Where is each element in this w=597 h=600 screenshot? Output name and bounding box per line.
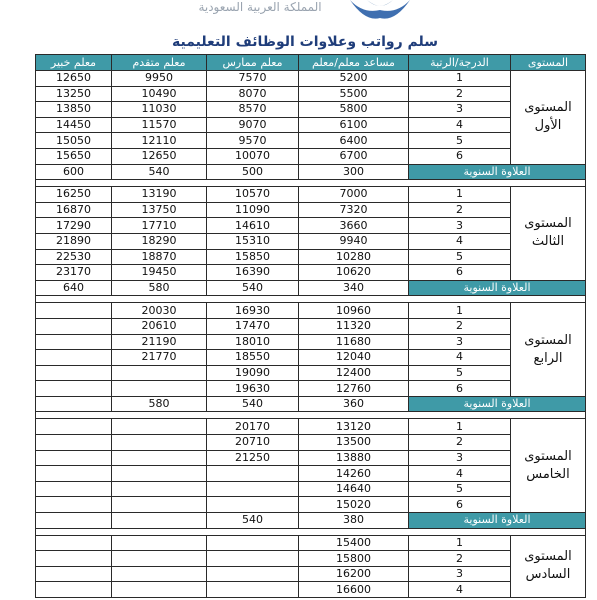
rank-cell: 5 <box>409 133 511 149</box>
rank-cell: 1 <box>409 419 511 435</box>
salary-cell-practitioner: 18010 <box>207 334 299 350</box>
salary-cell-practitioner <box>207 551 299 567</box>
salary-cell-practitioner: 14610 <box>207 218 299 234</box>
salary-cell-advanced: 20610 <box>112 318 207 334</box>
col-header-practitioner: معلم ممارس <box>207 55 299 71</box>
bonus-cell-expert <box>36 396 112 412</box>
salary-cell-expert <box>36 551 112 567</box>
section-gap-cell <box>36 528 586 535</box>
level-name-cell: المستوى الرابع <box>511 303 586 397</box>
rank-cell: 3 <box>409 102 511 118</box>
salary-cell-practitioner: 8570 <box>207 102 299 118</box>
salary-cell-advanced <box>112 365 207 381</box>
level-name-cell: المستوى الخامس <box>511 419 586 513</box>
rank-cell: 3 <box>409 218 511 234</box>
bonus-cell-assistant: 380 <box>299 513 409 529</box>
annual-bonus-label: العلاوة السنوية <box>409 396 586 412</box>
salary-cell-assistant: 12040 <box>299 350 409 366</box>
salary-cell-practitioner: 21250 <box>207 450 299 466</box>
salary-cell-assistant: 5500 <box>299 86 409 102</box>
salary-cell-expert: 14450 <box>36 117 112 133</box>
salary-cell-advanced <box>112 535 207 551</box>
salary-cell-advanced: 17710 <box>112 218 207 234</box>
salary-cell-expert <box>36 350 112 366</box>
salary-cell-expert: 15050 <box>36 133 112 149</box>
rank-cell: 4 <box>409 350 511 366</box>
table-row <box>36 318 586 334</box>
salary-cell-expert <box>36 450 112 466</box>
salary-cell-expert <box>36 582 112 598</box>
salary-cell-assistant: 10620 <box>299 265 409 281</box>
salary-cell-assistant: 13500 <box>299 435 409 451</box>
salary-cell-practitioner: 8070 <box>207 86 299 102</box>
salary-cell-expert: 16250 <box>36 187 112 203</box>
rank-cell: 3 <box>409 566 511 582</box>
salary-cell-practitioner: 10570 <box>207 187 299 203</box>
table-row <box>36 117 586 133</box>
table-row <box>36 133 586 149</box>
annual-bonus-row <box>36 280 586 296</box>
rank-cell: 6 <box>409 148 511 164</box>
salary-cell-assistant: 14260 <box>299 466 409 482</box>
salary-cell-expert <box>36 466 112 482</box>
salary-cell-advanced: 19450 <box>112 265 207 281</box>
salary-cell-expert <box>36 497 112 513</box>
rank-cell: 5 <box>409 481 511 497</box>
salary-cell-expert <box>36 365 112 381</box>
salary-cell-assistant: 15020 <box>299 497 409 513</box>
salary-cell-practitioner <box>207 566 299 582</box>
salary-cell-assistant: 7320 <box>299 202 409 218</box>
salary-cell-advanced: 11570 <box>112 117 207 133</box>
rank-cell: 2 <box>409 551 511 567</box>
salary-cell-assistant: 6700 <box>299 148 409 164</box>
salary-cell-expert <box>36 566 112 582</box>
bonus-cell-advanced <box>112 513 207 529</box>
salary-cell-advanced: 11030 <box>112 102 207 118</box>
salary-cell-advanced <box>112 466 207 482</box>
table-row <box>36 187 586 203</box>
table-row <box>36 450 586 466</box>
bonus-cell-practitioner: 540 <box>207 513 299 529</box>
salary-cell-expert <box>36 481 112 497</box>
rank-cell: 4 <box>409 582 511 598</box>
table-row <box>36 265 586 281</box>
rank-cell: 2 <box>409 318 511 334</box>
salary-cell-practitioner: 19630 <box>207 381 299 397</box>
salary-cell-assistant: 3660 <box>299 218 409 234</box>
salary-cell-assistant: 11680 <box>299 334 409 350</box>
emblem-logo-icon <box>345 0 415 26</box>
rank-cell: 6 <box>409 265 511 281</box>
salary-cell-expert: 21890 <box>36 233 112 249</box>
salary-cell-advanced: 18290 <box>112 233 207 249</box>
rank-cell: 3 <box>409 334 511 350</box>
bonus-cell-expert <box>36 513 112 529</box>
salary-cell-expert: 22530 <box>36 249 112 265</box>
salary-cell-assistant: 13120 <box>299 419 409 435</box>
bonus-cell-assistant: 340 <box>299 280 409 296</box>
bonus-cell-advanced: 540 <box>112 164 207 180</box>
col-header-level: المستوى <box>511 55 586 71</box>
salary-cell-practitioner: 16390 <box>207 265 299 281</box>
table-row <box>36 334 586 350</box>
salary-cell-practitioner: 11090 <box>207 202 299 218</box>
salary-cell-practitioner: 19090 <box>207 365 299 381</box>
bonus-cell-practitioner: 500 <box>207 164 299 180</box>
rank-cell: 1 <box>409 535 511 551</box>
rank-cell: 6 <box>409 381 511 397</box>
bonus-cell-practitioner: 540 <box>207 280 299 296</box>
salary-cell-practitioner: 15850 <box>207 249 299 265</box>
table-row <box>36 365 586 381</box>
table-row <box>36 350 586 366</box>
salary-cell-expert <box>36 419 112 435</box>
bonus-cell-expert: 640 <box>36 280 112 296</box>
bonus-cell-assistant: 360 <box>299 396 409 412</box>
salary-cell-practitioner <box>207 497 299 513</box>
salary-cell-expert: 23170 <box>36 265 112 281</box>
bonus-cell-practitioner: 540 <box>207 396 299 412</box>
salary-cell-assistant: 12400 <box>299 365 409 381</box>
salary-cell-assistant: 12760 <box>299 381 409 397</box>
kingdom-name: المملكة العربية السعودية <box>198 0 322 14</box>
bonus-cell-advanced: 580 <box>112 280 207 296</box>
section-gap-cell <box>36 180 586 187</box>
rank-cell: 2 <box>409 86 511 102</box>
rank-cell: 2 <box>409 202 511 218</box>
level-name-cell: المستوى الثالث <box>511 187 586 281</box>
salary-cell-assistant: 5800 <box>299 102 409 118</box>
rank-cell: 3 <box>409 450 511 466</box>
salary-cell-expert: 17290 <box>36 218 112 234</box>
rank-cell: 4 <box>409 117 511 133</box>
section-gap <box>36 180 586 187</box>
salary-cell-expert: 12650 <box>36 71 112 87</box>
salary-cell-advanced <box>112 497 207 513</box>
salary-cell-practitioner: 20170 <box>207 419 299 435</box>
salary-cell-advanced <box>112 551 207 567</box>
salary-cell-expert: 16870 <box>36 202 112 218</box>
rank-cell: 1 <box>409 303 511 319</box>
table-row <box>36 71 586 87</box>
rank-cell: 6 <box>409 497 511 513</box>
table-row <box>36 303 586 319</box>
section-gap <box>36 412 586 419</box>
col-header-advanced: معلم متقدم <box>112 55 207 71</box>
table-row <box>36 582 586 598</box>
salary-cell-expert <box>36 303 112 319</box>
table-row <box>36 497 586 513</box>
table-row <box>36 419 586 435</box>
table-header-row <box>36 55 586 71</box>
salary-cell-advanced: 21770 <box>112 350 207 366</box>
salary-cell-expert <box>36 318 112 334</box>
rank-cell: 1 <box>409 187 511 203</box>
salary-cell-assistant: 6400 <box>299 133 409 149</box>
table-row <box>36 233 586 249</box>
salary-cell-assistant: 16200 <box>299 566 409 582</box>
salary-cell-expert <box>36 381 112 397</box>
salary-cell-practitioner: 7570 <box>207 71 299 87</box>
annual-bonus-label: العلاوة السنوية <box>409 164 586 180</box>
table-row <box>36 218 586 234</box>
table-row <box>36 535 586 551</box>
salary-cell-practitioner <box>207 582 299 598</box>
salary-cell-assistant: 9940 <box>299 233 409 249</box>
table-row <box>36 86 586 102</box>
table-row <box>36 381 586 397</box>
annual-bonus-row <box>36 164 586 180</box>
bonus-cell-assistant: 300 <box>299 164 409 180</box>
table-row <box>36 466 586 482</box>
salary-cell-practitioner <box>207 535 299 551</box>
bonus-cell-expert: 600 <box>36 164 112 180</box>
level-name-cell: المستوى الأول <box>511 71 586 165</box>
salary-cell-expert: 13250 <box>36 86 112 102</box>
salary-cell-advanced: 10490 <box>112 86 207 102</box>
annual-bonus-row <box>36 396 586 412</box>
table-row <box>36 435 586 451</box>
salary-cell-practitioner: 16930 <box>207 303 299 319</box>
salary-cell-advanced <box>112 435 207 451</box>
page-title: سلم رواتب وعلاوات الوظائف التعليمية <box>172 34 438 50</box>
table-row <box>36 102 586 118</box>
section-gap <box>36 528 586 535</box>
salary-cell-expert <box>36 334 112 350</box>
salary-cell-expert <box>36 435 112 451</box>
table-row <box>36 249 586 265</box>
annual-bonus-row <box>36 513 586 529</box>
table-body <box>36 71 586 598</box>
salary-cell-practitioner <box>207 481 299 497</box>
rank-cell: 4 <box>409 466 511 482</box>
rank-cell: 5 <box>409 249 511 265</box>
salary-cell-advanced <box>112 419 207 435</box>
table-row <box>36 481 586 497</box>
salary-cell-advanced <box>112 481 207 497</box>
salary-cell-expert: 13850 <box>36 102 112 118</box>
salary-cell-advanced: 18870 <box>112 249 207 265</box>
salary-cell-practitioner: 9070 <box>207 117 299 133</box>
salary-cell-advanced <box>112 381 207 397</box>
salary-cell-assistant: 5200 <box>299 71 409 87</box>
table-row <box>36 566 586 582</box>
rank-cell: 5 <box>409 365 511 381</box>
salary-cell-practitioner: 9570 <box>207 133 299 149</box>
section-gap-cell <box>36 412 586 419</box>
annual-bonus-label: العلاوة السنوية <box>409 513 586 529</box>
salary-cell-advanced: 13750 <box>112 202 207 218</box>
salary-cell-advanced <box>112 450 207 466</box>
salary-cell-assistant: 14640 <box>299 481 409 497</box>
salary-cell-assistant: 11320 <box>299 318 409 334</box>
salary-cell-practitioner <box>207 466 299 482</box>
level-name-cell: المستوى السادس <box>511 535 586 597</box>
salary-cell-assistant: 16600 <box>299 582 409 598</box>
salary-cell-assistant: 10280 <box>299 249 409 265</box>
col-header-assistant: مساعد معلم/معلم <box>299 55 409 71</box>
section-gap-cell <box>36 296 586 303</box>
table-row <box>36 148 586 164</box>
salary-cell-practitioner: 10070 <box>207 148 299 164</box>
salary-cell-expert: 15650 <box>36 148 112 164</box>
salary-cell-advanced <box>112 566 207 582</box>
section-gap <box>36 296 586 303</box>
salary-cell-practitioner: 20710 <box>207 435 299 451</box>
salary-cell-advanced: 13190 <box>112 187 207 203</box>
table-row <box>36 551 586 567</box>
salary-scale-table <box>35 54 586 598</box>
salary-cell-advanced: 20030 <box>112 303 207 319</box>
salary-cell-advanced <box>112 582 207 598</box>
table-row <box>36 202 586 218</box>
col-header-expert: معلم خبير <box>36 55 112 71</box>
salary-cell-advanced: 21190 <box>112 334 207 350</box>
col-header-rank: الدرجة/الرتبة <box>409 55 511 71</box>
salary-cell-assistant: 6100 <box>299 117 409 133</box>
document-header <box>0 0 597 54</box>
bonus-cell-advanced: 580 <box>112 396 207 412</box>
rank-cell: 2 <box>409 435 511 451</box>
salary-cell-advanced: 12110 <box>112 133 207 149</box>
salary-cell-assistant: 15400 <box>299 535 409 551</box>
salary-cell-assistant: 7000 <box>299 187 409 203</box>
salary-cell-practitioner: 17470 <box>207 318 299 334</box>
salary-cell-advanced: 12650 <box>112 148 207 164</box>
salary-cell-practitioner: 15310 <box>207 233 299 249</box>
salary-cell-assistant: 10960 <box>299 303 409 319</box>
rank-cell: 4 <box>409 233 511 249</box>
salary-cell-expert <box>36 535 112 551</box>
salary-cell-assistant: 13880 <box>299 450 409 466</box>
rank-cell: 1 <box>409 71 511 87</box>
annual-bonus-label: العلاوة السنوية <box>409 280 586 296</box>
salary-cell-advanced: 9950 <box>112 71 207 87</box>
salary-cell-practitioner: 18550 <box>207 350 299 366</box>
salary-cell-assistant: 15800 <box>299 551 409 567</box>
